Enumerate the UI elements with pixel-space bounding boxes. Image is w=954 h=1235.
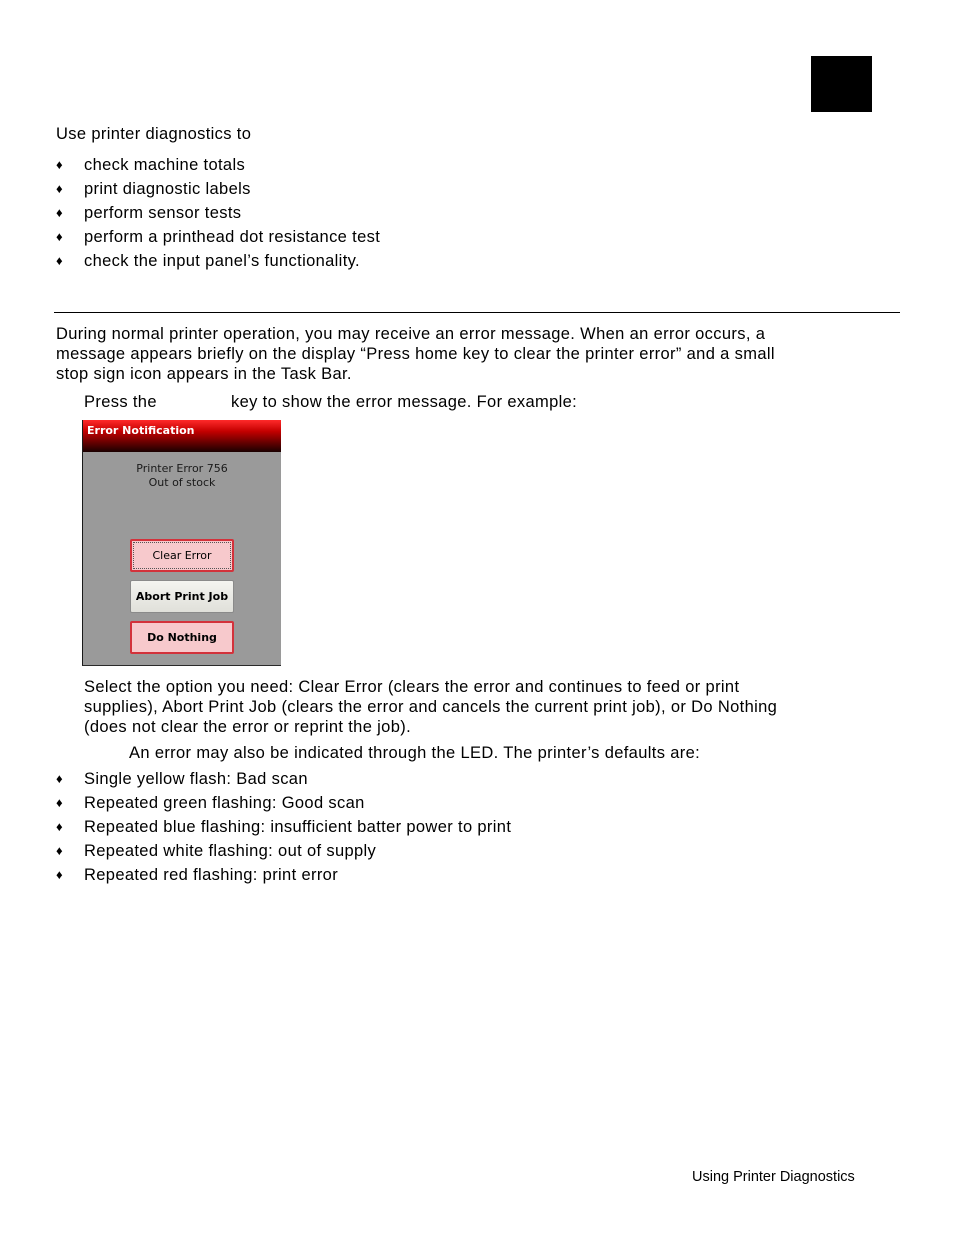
- step-press-prefix: Press the: [84, 393, 157, 411]
- do-nothing-button[interactable]: Do Nothing: [130, 621, 234, 654]
- dialog-title: Error Notification: [83, 420, 281, 452]
- abort-print-job-button[interactable]: Abort Print Job: [130, 580, 234, 613]
- diamond-bullet-icon: ♦: [56, 181, 63, 196]
- diamond-bullet-icon: ♦: [56, 819, 63, 834]
- section-divider: [54, 312, 900, 313]
- diamond-bullet-icon: ♦: [56, 157, 63, 172]
- diamond-bullet-icon: ♦: [56, 253, 63, 268]
- diamond-bullet-icon: ♦: [56, 229, 63, 244]
- chapter-tab-marker: [811, 56, 872, 112]
- page-footer: Using Printer Diagnostics: [692, 1169, 855, 1185]
- diamond-bullet-icon: ♦: [56, 843, 63, 858]
- diamond-bullet-icon: ♦: [56, 205, 63, 220]
- diamond-bullet-icon: ♦: [56, 795, 63, 810]
- clear-error-button[interactable]: Clear Error: [130, 539, 234, 572]
- select-option-paragraph: Select the option you need: Clear Error (clears the error and continues to feed or print supplies), Abort Print Job (clears the error and cancels the current print job), or Do Nothing (does not clear the error or reprint the job).: [84, 678, 778, 736]
- intro-lead: Use printer diagnostics to: [56, 125, 252, 143]
- diamond-bullet-icon: ♦: [56, 867, 63, 882]
- error-paragraph: During normal printer operation, you may receive an error message. When an error occurs, a message appears briefly on the display “Press home key to clear the printer error” and a small stop sign icon appears in the Task Bar.: [56, 325, 775, 383]
- led-note: An error may also be indicated through the LED. The printer’s defaults are:: [129, 744, 701, 762]
- step-press-suffix: key to show the error message. For example:: [231, 393, 578, 411]
- error-notification-dialog: [82, 420, 281, 666]
- dialog-message: Printer Error 756 Out of stock: [136, 462, 228, 489]
- diamond-bullet-icon: ♦: [56, 771, 63, 786]
